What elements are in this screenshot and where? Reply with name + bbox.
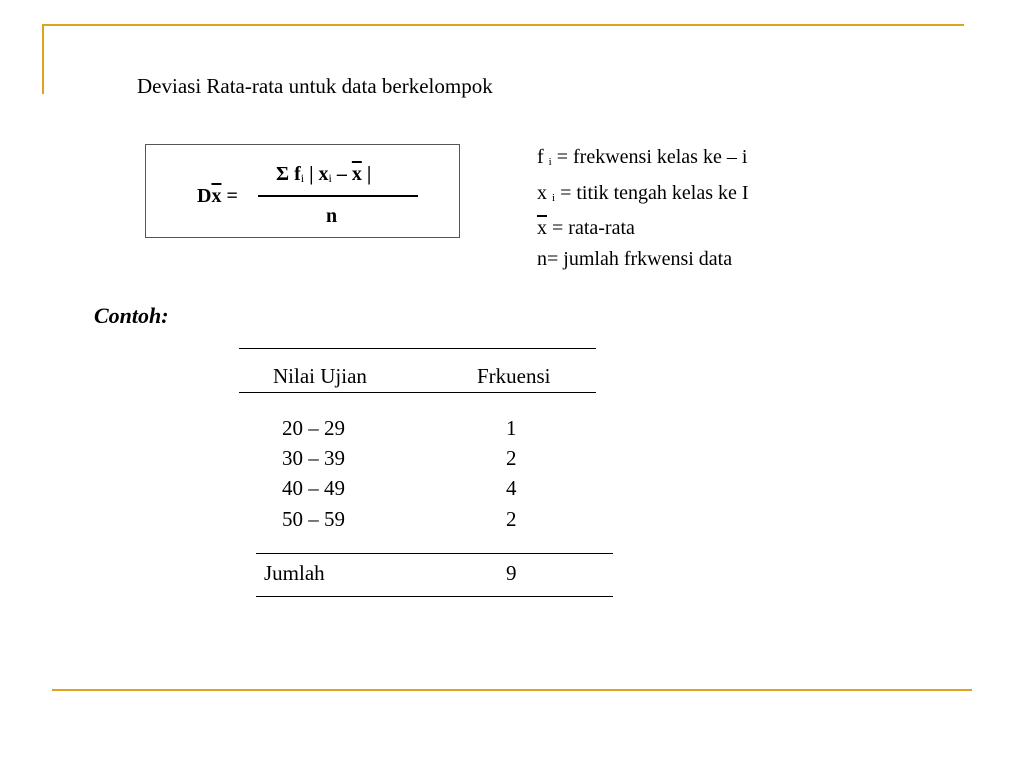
table-row-freq: 2: [506, 507, 517, 531]
legend-item-mean: [537, 213, 749, 244]
formula-abs-open: | x: [304, 163, 329, 185]
table-row-freq: 1: [506, 416, 517, 440]
legend-item-fi: [537, 142, 749, 178]
legend-symbol: f: [537, 146, 544, 168]
formula-numerator: [276, 163, 371, 186]
legend-item-n: [537, 244, 749, 275]
legend-text: = frekwensi kelas ke – i: [551, 146, 748, 168]
legend-text: = titik tengah kelas ke I: [555, 181, 749, 204]
table-bottom-rule: [256, 596, 613, 597]
legend-text: = jumlah frkwensi data: [547, 247, 733, 270]
total-value: 9: [506, 561, 517, 585]
header-frekuensi: Frkuensi: [477, 364, 551, 388]
legend-symbol: x: [537, 181, 547, 204]
formula-d: D: [197, 185, 212, 207]
legend-item-xi: [537, 178, 749, 214]
table-row-interval: 40 – 49: [282, 476, 345, 500]
table-header-rule: [239, 392, 596, 393]
formula-sub-i: i: [300, 171, 305, 185]
left-accent-line: [42, 24, 44, 94]
table-row-interval: 50 – 59: [282, 507, 345, 531]
total-label: Jumlah: [264, 561, 325, 585]
top-accent-line: [42, 24, 964, 26]
formula-sub-i-2: i: [328, 171, 332, 185]
fraction-bar: [258, 195, 418, 197]
formula-lhs: [197, 185, 238, 208]
formula-abs-close: |: [361, 163, 372, 185]
formula-equals: =: [221, 185, 238, 207]
table-row-interval: 30 – 39: [282, 446, 345, 470]
formula-lhs-mean: $\overline{x}$: [211, 185, 222, 207]
formula-sigma: Σ f: [276, 163, 301, 185]
formula-minus: –: [331, 163, 352, 185]
legend-sub: i: [552, 191, 556, 204]
example-label: Contoh:: [94, 303, 169, 328]
formula-box: [145, 144, 460, 238]
legend-sub: i: [548, 156, 552, 168]
table-row-freq: 4: [506, 476, 517, 500]
legend-symbol: $\overline{x}$: [537, 217, 547, 239]
legend-text: = rata-rata: [547, 217, 635, 239]
table-row-interval: 20 – 29: [282, 416, 345, 440]
formula-denominator: n: [326, 205, 338, 227]
formula-legend: [537, 142, 749, 274]
table-row-freq: 2: [506, 446, 517, 470]
table-top-rule: [239, 348, 596, 349]
legend-symbol: n: [537, 247, 547, 270]
table-total-rule: [256, 553, 613, 554]
slide-title: Deviasi Rata-rata untuk data berkelompok: [137, 74, 493, 98]
header-nilai-ujian: Nilai Ujian: [273, 364, 367, 388]
bottom-accent-line: [52, 689, 972, 691]
formula-mean: $\overline{x}$: [351, 163, 362, 185]
